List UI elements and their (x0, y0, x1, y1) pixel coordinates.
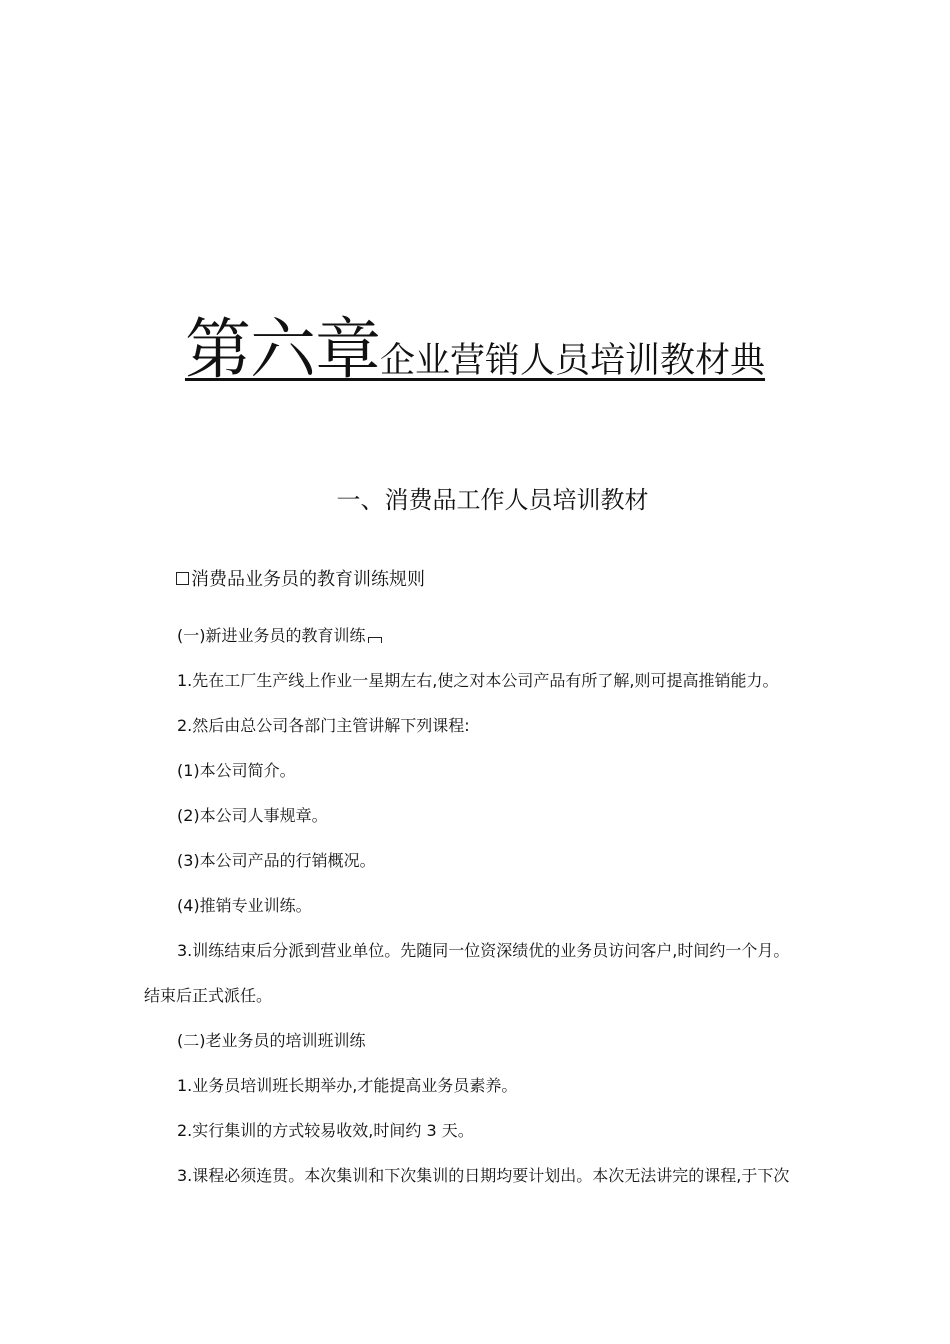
paragraph-item: (二)老业务员的培训班训练 (177, 1031, 366, 1050)
paragraph-item: 3.训练结束后分派到营业单位。先随同一位资深绩优的业务员访问客户,时间约一个月。 (177, 941, 790, 960)
paragraph-item: 1.业务员培训班长期举办,才能提高业务员素养。 (177, 1076, 518, 1095)
chapter-title (0, 296, 950, 391)
subsection-heading-text: 消费品业务员的教育训练规则 (191, 569, 425, 590)
paragraph-continuation: 结束后正式派任。 (144, 986, 273, 1005)
bracket-mark-icon (368, 637, 382, 643)
paragraph-item: (4)推销专业训练。 (177, 896, 312, 915)
chapter-name: 企业营销人员培训教材典 (379, 341, 765, 381)
paragraph-item: 2.实行集训的方式较易收效,时间约 3 天。 (177, 1121, 474, 1140)
paragraph-item: (3)本公司产品的行销概况。 (177, 851, 376, 870)
chapter-title-underlined (185, 296, 765, 391)
paragraph-item: 2.然后由总公司各部门主管讲解下列课程: (177, 716, 470, 735)
paragraph-item: (1)本公司简介。 (177, 761, 296, 780)
paragraph-item: 3.课程必须连贯。本次集训和下次集训的日期均要计划出。本次无法讲完的课程,于下次 (177, 1166, 790, 1185)
paragraph-text: (一)新进业务员的教育训练 (177, 626, 366, 645)
section-heading: 一、消费品工作人员培训教材 (336, 486, 649, 514)
paragraph-item: (2)本公司人事规章。 (177, 806, 328, 825)
chapter-number: 第六章 (184, 311, 380, 388)
checkbox-bullet-icon (176, 572, 189, 585)
paragraph-item: 1.先在工厂生产线上作业一星期左右,使之对本公司产品有所了解,则可提高推销能力。 (177, 671, 779, 690)
paragraph-new-staff-training (177, 625, 382, 647)
subsection-heading (176, 565, 425, 591)
